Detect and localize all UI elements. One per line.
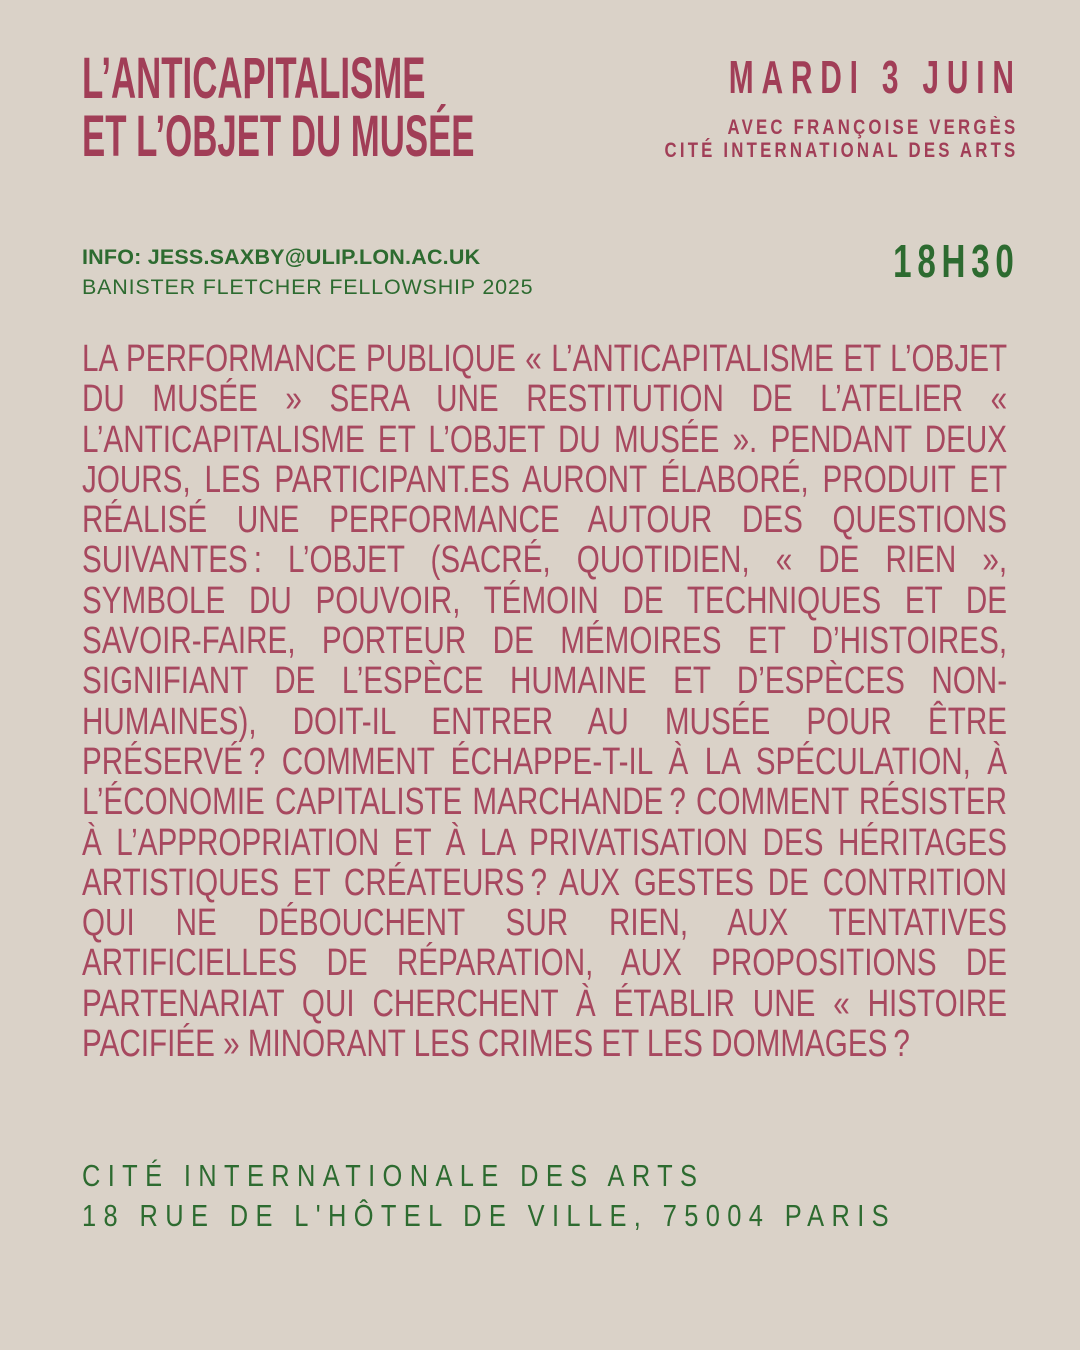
address-venue: CITÉ INTERNATIONALE DES ARTS [82, 1158, 705, 1193]
footer-address-block [82, 1156, 896, 1235]
event-guest: AVEC FRANÇOISE VERGÈS [727, 116, 1018, 139]
fellowship-label: BANISTER FLETCHER FELLOWSHIP 2025 [82, 275, 534, 299]
address-street: 18 RUE DE L'HÔTEL DE VILLE, 75004 PARIS [82, 1197, 897, 1233]
poster-title-line2: ET L’OBJET DU MUSÉE [82, 104, 475, 169]
event-venue-top: CITÉ INTERNATIONAL DES ARTS [664, 139, 1018, 162]
event-subhead [664, 116, 1018, 162]
poster-title-line1: L’ANTICAPITALISME [82, 46, 426, 111]
event-time: 18H30 [893, 235, 1020, 287]
poster-title [82, 46, 475, 169]
info-block [82, 242, 533, 302]
info-contact-email: INFO: JESS.SAXBY@ULIP.LON.AC.UK [82, 245, 481, 269]
event-description: LA PERFORMANCE PUBLIQUE « L’ANTICAPITALISME ET L’OBJET DU MUSÉE » SERA UNE RESTITUTION DE L’ATELIER « L’ANTICAPITALISME ET L’OBJET DU MUSÉE ». PENDANT DEUX JOURS, LES PARTICIPANT.ES AURONT ÉLABORÉ, PRODUIT ET RÉALISÉ UNE PERFORMANCE AUTOUR DES QUESTIONS SUIVANTES : L’OBJET (SACRÉ, QUOTIDIEN, « DE RIEN », SYMBOLE DU POUVOIR, TÉMOIN DE TECHNIQUES ET DE SAVOIR-FAIRE, PORTEUR DE MÉMOIRES ET D’HISTOIRES, SIGNIFIANT DE L’ESPÈCE HUMAINE ET D’ESPÈCES NON-HUMAINES), DOIT-IL ENTRER AU MUSÉE POUR ÊTRE PRÉSERVÉ ? COMMENT ÉCHAPPE-T-IL À LA SPÉCULATION, À L’ÉCONOMIE CAPITALISTE MARCHANDE ? COMMENT RÉSISTER À L’APPROPRIATION ET À LA PRIVATISATION DES HÉRITAGES ARTISTIQUES ET CRÉATEURS ? AUX GESTES DE CONTRITION QUI NE DÉBOUCHENT SUR RIEN, AUX TENTATIVES ARTIFICIELLES DE RÉPARATION, AUX PROPOSITIONS DE PARTENARIAT QUI CHERCHENT À ÉTABLIR UNE « HISTOIRE PACIFIÉE » MINORANT LES CRIMES ET LES DOMMAGES ? [82, 338, 1008, 1066]
event-date: MARDI 3 JUIN [729, 51, 1022, 103]
